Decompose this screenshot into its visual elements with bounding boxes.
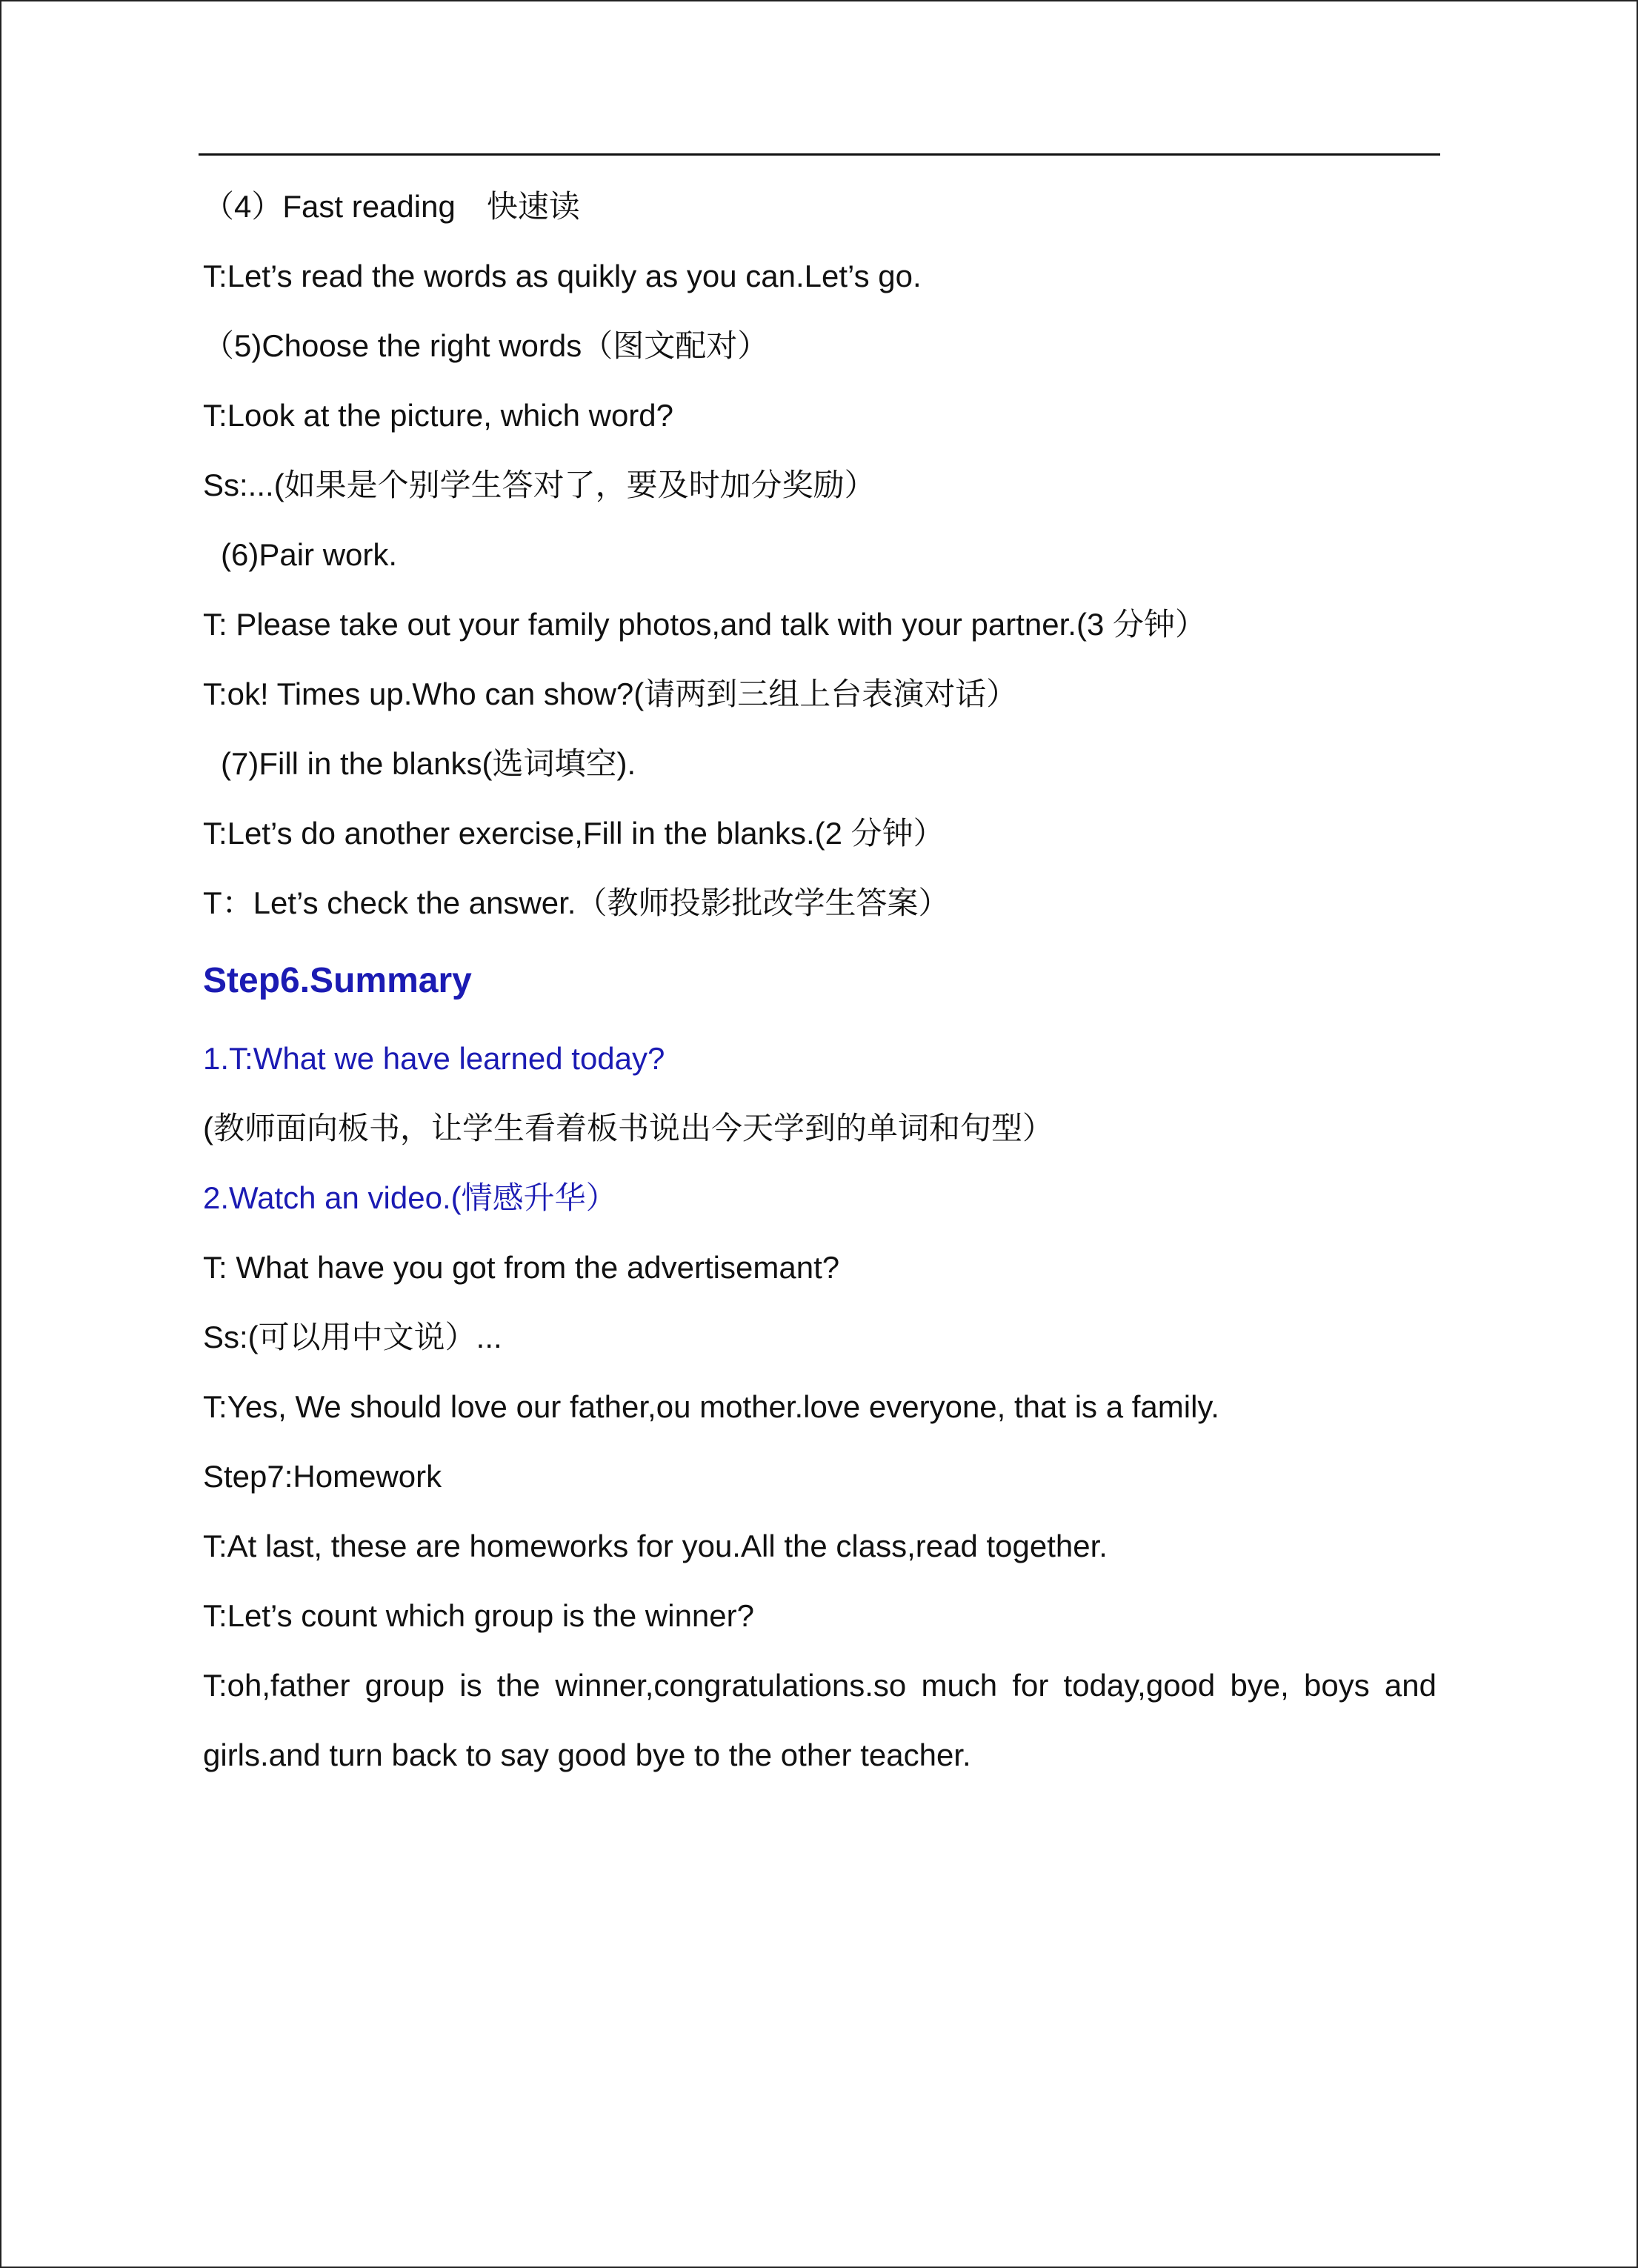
summary-item-1: 1.T:What we have learned today? [203, 1041, 665, 1076]
teacher-line: T:At last, these are homeworks for you.All the class,read together. [203, 1529, 1108, 1563]
teacher-line: T:ok! Times up.Who can show?(请两到三组上台表演对话） [203, 676, 1018, 711]
summary-item-2: 2.Watch an video.(情感升华） [203, 1180, 617, 1215]
closing-paragraph: T:oh,father group is the winner,congratulations.so much for today,good bye, boys and girls.and turn back to say good bye to the other teacher. [203, 1668, 1436, 1772]
pair-work-heading: (6)Pair work. [221, 537, 398, 572]
summary-note: (教师面向板书，让学生看着板书说出今天学到的单词和句型） [203, 1111, 1053, 1145]
students-line: Ss:...(如果是个别学生答对了，要及时加分奖励） [203, 468, 876, 502]
step7-heading: Step7:Homework [203, 1459, 442, 1494]
fill-blanks-heading: (7)Fill in the blanks(选词填空). [221, 746, 636, 781]
students-line: Ss:(可以用中文说）... [203, 1320, 502, 1354]
choose-words-heading: （5)Choose the right words（图文配对） [203, 328, 769, 363]
teacher-line: T:Let’s read the words as quikly as you can.Let’s go. [203, 259, 922, 293]
document-body [203, 172, 1436, 1790]
header-rule [199, 153, 1440, 156]
teacher-line: T:Yes, We should love our father,ou mother.love everyone, that is a family. [203, 1389, 1219, 1424]
step6-heading: Step6.Summary [203, 961, 472, 1000]
fast-reading-heading: （4）Fast reading 快速读 [203, 189, 580, 224]
teacher-line: T:Let’s count which group is the winner? [203, 1598, 754, 1633]
teacher-line: T:Let’s do another exercise,Fill in the blanks.(2 分钟） [203, 816, 945, 851]
teacher-line: T: What have you got from the advertisemant? [203, 1250, 840, 1285]
teacher-line: T:Look at the picture, which word? [203, 398, 674, 433]
teacher-line: T：Let’s check the answer.（教师投影批改学生答案） [203, 885, 950, 920]
teacher-line: T: Please take out your family photos,and talk with your partner.(3 分钟） [203, 607, 1206, 642]
